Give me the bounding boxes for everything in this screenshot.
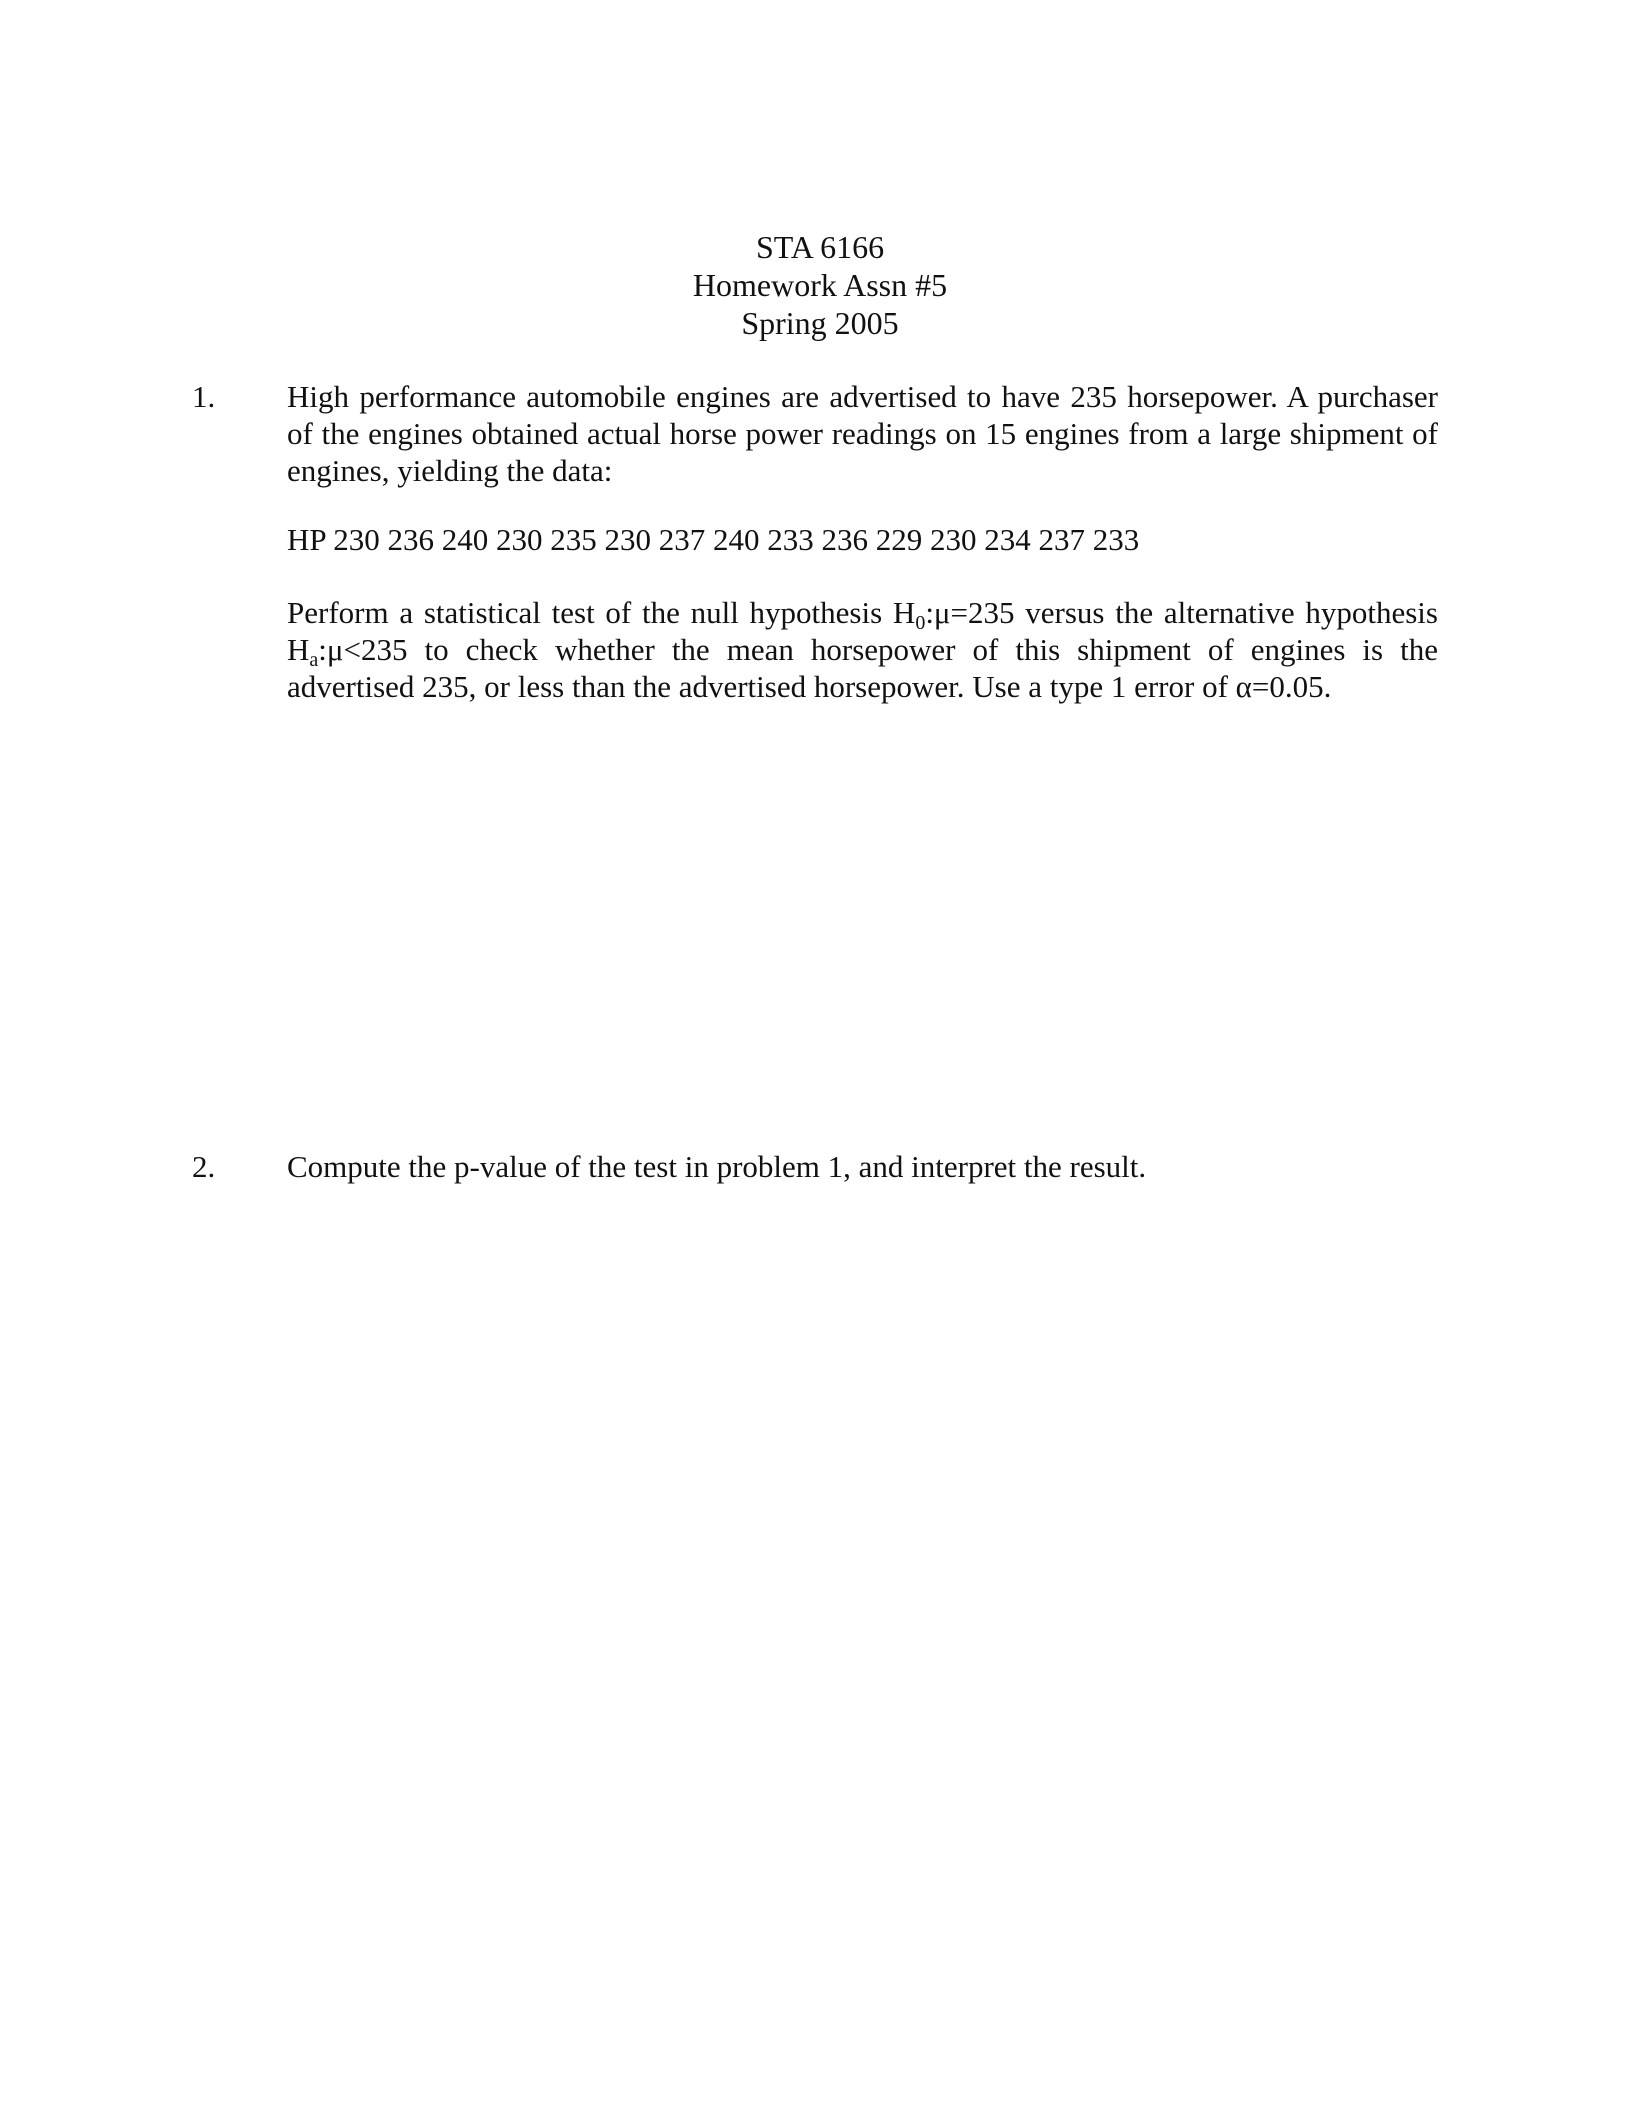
problem-statement: Compute the p-value of the test in problem 1, and interpret the result.	[287, 1149, 1147, 1184]
document-header	[0, 228, 1640, 342]
hypothesis-task	[287, 594, 1438, 705]
assignment-title: Homework Assn #5	[692, 267, 948, 303]
null-subscript: 0	[915, 612, 926, 634]
horsepower-data: HP 230 236 240 230 235 230 237 240 233 236 229 230 234 237 233	[287, 522, 1140, 557]
term-label: Spring 2005	[741, 305, 899, 341]
course-code: STA 6166	[755, 229, 885, 265]
problem-number: 1.	[192, 379, 216, 414]
task-text-part-3: :μ<235 to check whether the mean horsepower of this shipment of engines is the advertised 235, or less than the advertised horsepower. Use a type 1 error of α=0.05.	[287, 632, 1438, 704]
problem-body	[287, 1148, 1438, 1185]
problem-statement: High performance automobile engines are advertised to have 235 horsepower. A purchaser of the engines obtained actual horse power readings on 15 engines from a large shipment of engines, yielding the data:	[287, 379, 1438, 488]
task-text-part-2: :μ=235 versus the alternative hypothesis H	[287, 595, 1438, 667]
problem-number: 2.	[192, 1149, 216, 1184]
alt-subscript: a	[309, 649, 319, 671]
task-text-part-1: Perform a statistical test of the null hypothesis H	[287, 595, 916, 630]
